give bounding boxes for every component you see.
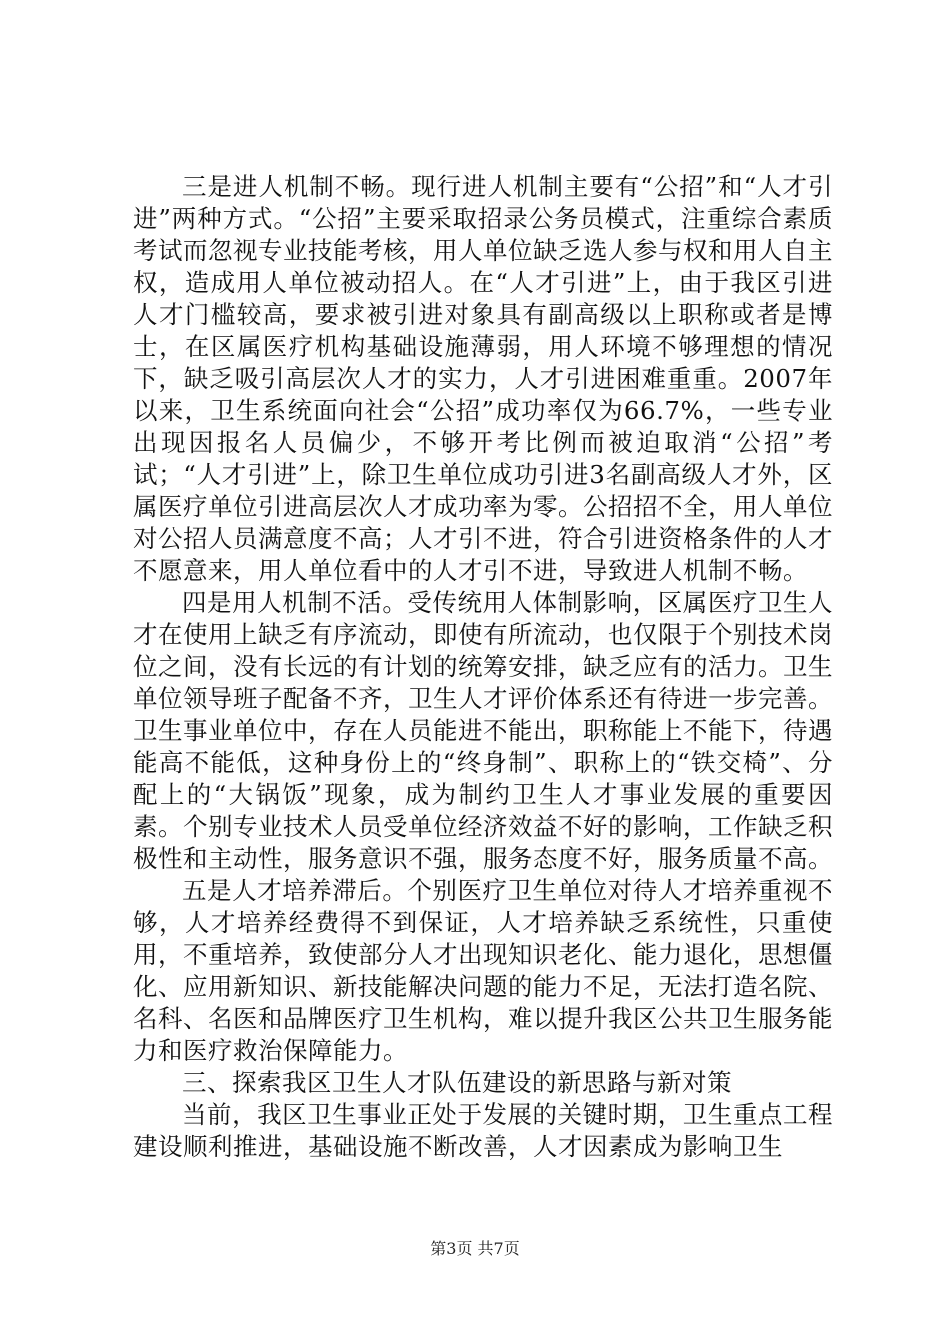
paragraph-entry-mechanism: 三是进人机制不畅。现行进人机制主要有“公招”和“人才引进”两种方式。“公招”主要采取招录公务员模式，注重综合素质考试而忽视专业技能考核，用人单位缺乏选人参与权和用人自主权，造成用人单位被动招人。在“人才引进”上，由于我区引进人才门槛较高，要求被引进对象具有副高级以上职称或者是博士，在区属医疗机构基础设施薄弱，用人环境不够理想的情况下，缺乏吸引高层次人才的实力，人才引进困难重重。2007年以来，卫生系统面向社会“公招”成功率仅为66.7%，一些专业出现因报名人员偏少，不够开考比例而被迫取消“公招”考试；“人才引进”上，除卫生单位成功引进3名副高级人才外，区属医疗单位引进高层次人才成功率为零。公招招不全，用人单位对公招人员满意度不高；人才引不进，符合引进资格条件的人才不愿意来，用人单位看中的人才引不进，导致进人机制不畅。 <box>133 172 833 585</box>
paragraph-current-situation: 当前，我区卫生事业正处于发展的关键时期，卫生重点工程建设顺利推进，基础设施不断改善，人才因素成为影响卫生 <box>133 1100 833 1161</box>
page-number-footer: 第3页 共7页 <box>430 1239 520 1258</box>
paragraph-talent-training: 五是人才培养滞后。个别医疗卫生单位对待人才培养重视不够，人才培养经费得不到保证，人才培养缺乏系统性，只重使用，不重培养，致使部分人才出现知识老化、能力退化，思想僵化、应用新知识、新技能解决问题的能力不足，无法打造名院、名科、名医和品牌医疗卫生机构，难以提升我区公共卫生服务能力和医疗救治保障能力。 <box>133 876 833 1065</box>
paragraph-employment-mechanism: 四是用人机制不活。受传统用人体制影响，区属医疗卫生人才在使用上缺乏有序流动，即使有所流动，也仅限于个别技术岗位之间，没有长远的有计划的统筹安排，缺乏应有的活力。卫生单位领导班子配备不齐，卫生人才评价体系还有待进一步完善。卫生事业单位中，存在人员能进不能出，职称能上不能下，待遇能高不能低，这种身份上的“终身制”、职称上的“铁交椅”、分配上的“大锅饭”现象，成为制约卫生人才事业发展的重要因素。个别专业技术人员受单位经济效益不好的影响，工作缺乏积极性和主动性，服务意识不强，服务态度不好，服务质量不高。 <box>133 588 833 873</box>
section-heading-new-strategies: 三、探索我区卫生人才队伍建设的新思路与新对策 <box>182 1068 732 1097</box>
document-body <box>133 171 833 1163</box>
